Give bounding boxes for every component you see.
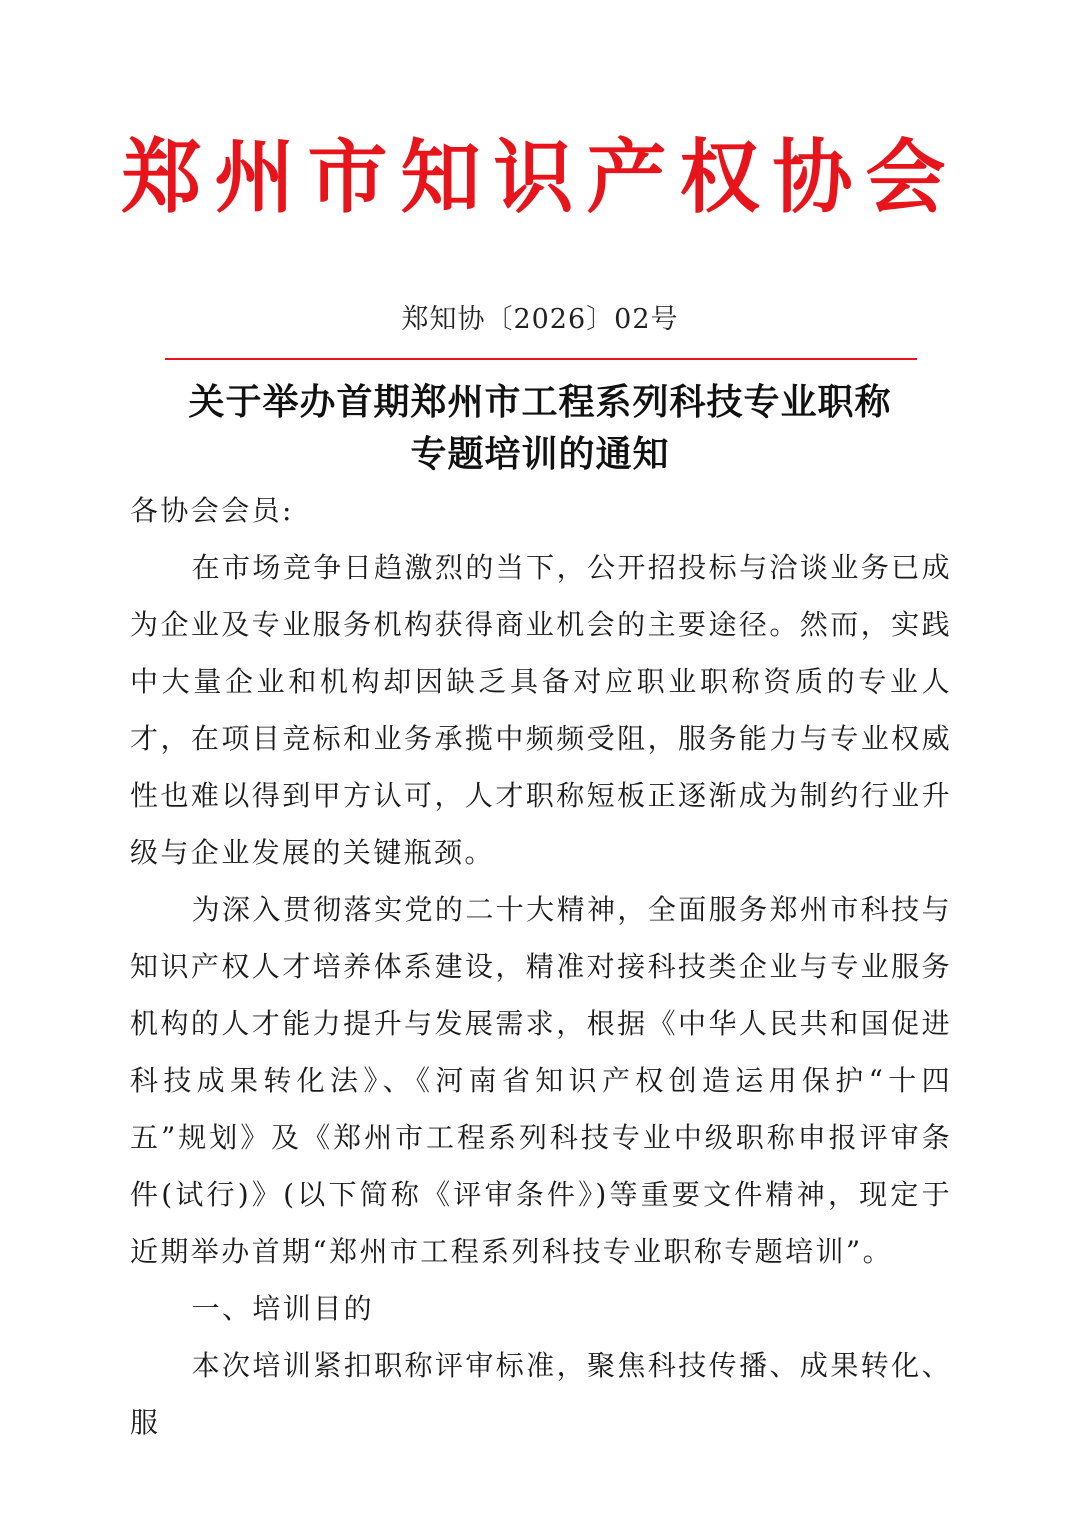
salutation: 各协会会员: [130,494,294,527]
document-title-line-2: 专题培训的通知 [410,433,670,475]
paragraph-purpose: 本次培训紧扣职称评审标准，聚焦科技传播、成果转化、服 [130,1349,952,1439]
organization-letterhead: 郑州市知识产权协会 [121,131,959,224]
document-body [130,482,952,1451]
paragraph-basis: 为深入贯彻落实党的二十大精神，全面服务郑州市科技与知识产权人才培养体系建设，精准对接科技类企业与专业服务机构的人才能力提升与发展需求，根据《中华人民共和国促进科技成果转化法》、《河南省知识产权创造运用保护“十四五”规划》及《郑州市工程系列科技专业中级职称申报评审条件(试行)》(以下简称《评审条件》)等重要文件精神，现定于近期举办首期“郑州市工程系列科技专业职称专题培训”。 [130,893,952,1268]
document-number: 郑知协〔2026〕02号 [401,304,679,335]
section-heading-purpose: 一、培训目的 [191,1292,374,1325]
paragraph-background: 在市场竞争日趋激烈的当下，公开招投标与洽谈业务已成为企业及专业服务机构获得商业机会的主要途径。然而，实践中大量企业和机构却因缺乏具备对应职业职称资质的专业人才，在项目竞标和业务承揽中频频受阻，服务能力与专业权威性也难以得到甲方认可，人才职称短板正逐渐成为制约行业升级与企业发展的关键瓶颈。 [130,551,952,869]
document-title [130,376,950,480]
document-title-line-1: 关于举办首期郑州市工程系列科技专业职称 [188,381,892,423]
red-divider-line [165,358,917,360]
